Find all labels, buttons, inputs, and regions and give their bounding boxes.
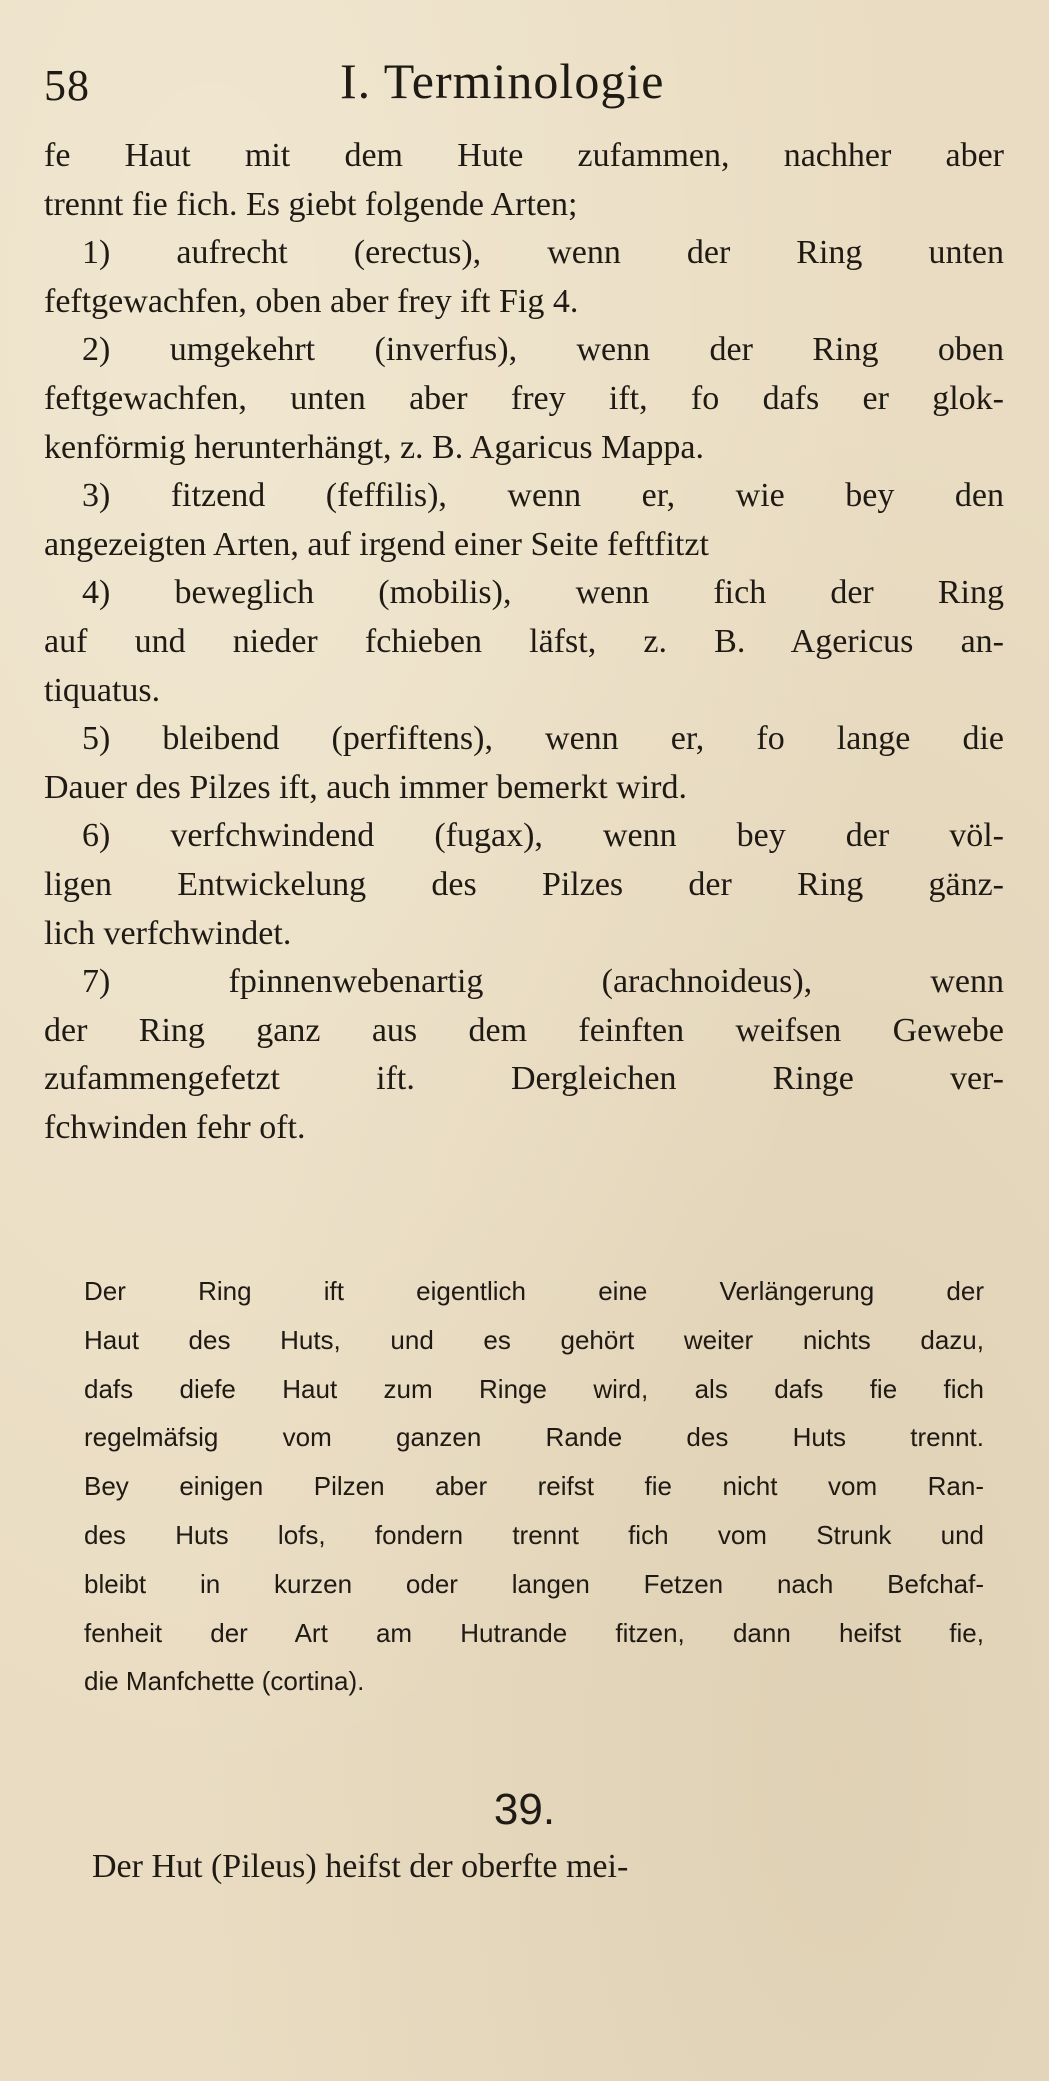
text-line: feftgewachfen, oben aber frey ift Fig 4. <box>44 282 579 320</box>
note-line: Haut des Huts, und es gehört weiter nichts dazu, <box>84 1324 984 1355</box>
note-line: bleibt in kurzen oder langen Fetzen nach Befchaf- <box>84 1568 984 1599</box>
footnote-block <box>84 1267 984 1706</box>
text-line: auf und nieder fchieben läfst, z. B. Agericus an- <box>44 622 1004 660</box>
text-line: kenförmig herunterhängt, z. B. Agaricus Mappa. <box>44 428 704 466</box>
section-first-line: Der Hut (Pileus) heifst der oberfte mei- <box>92 1848 629 1885</box>
note-line: Der Ring ift eigentlich eine Verlängerung der <box>84 1276 984 1306</box>
text-line: angezeigten Arten, auf irgend einer Seite feftfitzt <box>44 525 709 563</box>
page-header <box>44 52 1004 122</box>
text-line: zufammengefetzt ift. Dergleichen Ringe ver- <box>44 1060 1004 1098</box>
note-line: Bey einigen Pilzen aber reifst fie nicht vom Ran- <box>84 1471 984 1502</box>
text-line: fchwinden fehr oft. <box>44 1108 306 1146</box>
note-line: die Manfchette (cortina). <box>84 1666 365 1697</box>
text-line: ligen Entwickelung des Pilzes der Ring gänz- <box>44 865 1004 903</box>
text-line: Dauer des Pilzes ift, auch immer bemerkt wird. <box>44 768 687 806</box>
text-line: lich verfchwindet. <box>44 914 292 952</box>
page-number: 58 <box>44 61 90 110</box>
text-line: der Ring ganz aus dem feinften weifsen Gewebe <box>44 1011 1004 1049</box>
text-line: 1) aufrecht (erectus), wenn der Ring unten <box>82 234 1004 272</box>
text-line: 7) fpinnenwebenartig (arachnoideus), wenn <box>82 963 1004 1001</box>
note-line: fenheit der Art am Hutrande fitzen, dann heifst fie, <box>84 1617 984 1648</box>
text-line: fe Haut mit dem Hute zufammen, nachher aber <box>44 137 1004 174</box>
section-number: 39. <box>493 1785 556 1834</box>
text-line: trennt fie fich. Es giebt folgende Arten; <box>44 185 578 223</box>
text-line: 3) fitzend (feffilis), wenn er, wie bey den <box>82 477 1004 515</box>
note-line: dafs diefe Haut zum Ringe wird, als dafs fie fich <box>84 1373 984 1404</box>
note-line: des Huts lofs, fondern trennt fich vom Strunk und <box>84 1519 984 1550</box>
text-line: feftgewachfen, unten aber frey ift, fo dafs er glok- <box>44 379 1004 417</box>
text-line: tiquatus. <box>44 671 161 709</box>
text-line: 4) beweglich (mobilis), wenn fich der Ring <box>82 574 1004 612</box>
text-line: 2) umgekehrt (inverfus), wenn der Ring oben <box>82 331 1004 369</box>
running-head: I. Terminologie <box>340 53 665 109</box>
text-line: 6) verfchwindend (fugax), wenn bey der völ- <box>82 817 1004 855</box>
note-line: regelmäfsig vom ganzen Rande des Huts trennt. <box>84 1422 984 1453</box>
main-text <box>44 132 1004 1152</box>
text-line: 5) bleibend (perfiftens), wenn er, fo lange die <box>82 720 1004 758</box>
